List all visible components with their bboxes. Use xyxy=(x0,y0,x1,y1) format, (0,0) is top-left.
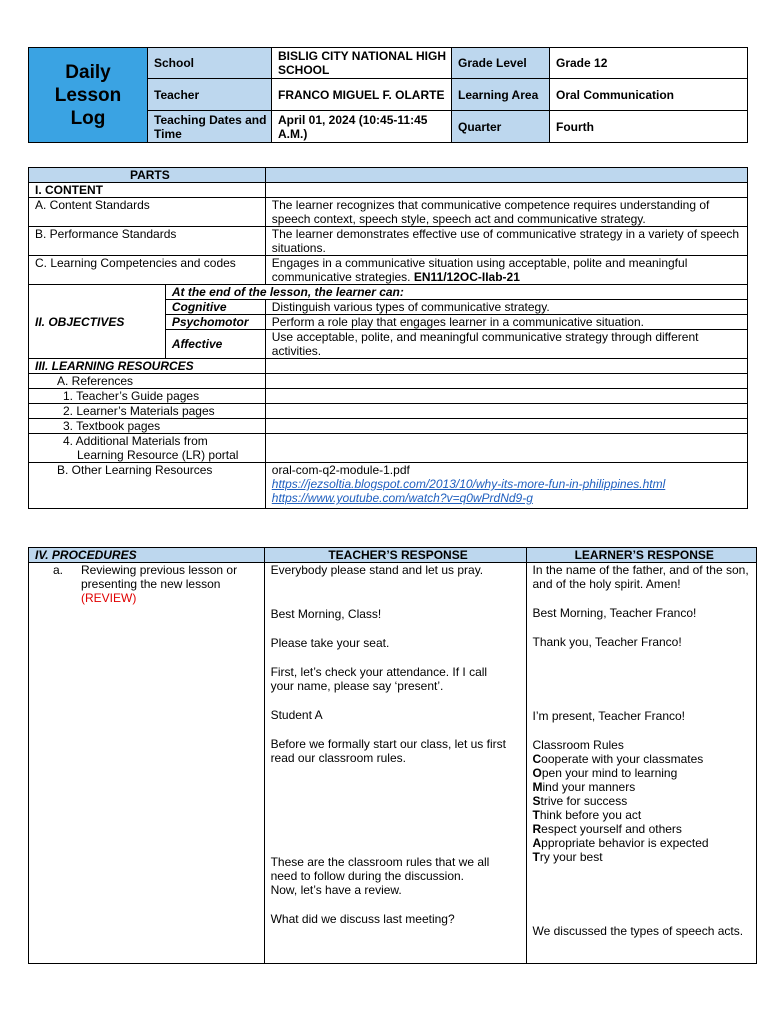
teacher-line: Student A xyxy=(270,708,323,722)
teaching-dates-value: April 01, 2024 (10:45-11:45 A.M.) xyxy=(272,111,452,143)
classroom-rule: Try your best xyxy=(532,850,603,864)
school-value: BISLIG CITY NATIONAL HIGH SCHOOL xyxy=(272,48,452,79)
teacher-response-cell xyxy=(264,563,526,964)
review-tag: (REVIEW) xyxy=(81,591,137,605)
learning-area-label: Learning Area xyxy=(452,79,550,111)
objectives-intro: At the end of the lesson, the learner can: xyxy=(165,285,747,300)
teacher-line: Now, let’s have a review. xyxy=(270,883,402,897)
procedures-table xyxy=(28,547,757,964)
teacher-line: Everybody please stand and let us pray. xyxy=(270,563,484,577)
other-resources-cell xyxy=(265,463,747,509)
classroom-rule: Respect yourself and others xyxy=(532,822,682,836)
classroom-rules-title: Classroom Rules xyxy=(532,738,624,752)
teacher-line: What did we discuss last meeting? xyxy=(270,912,455,926)
grade-level-label: Grade Level xyxy=(452,48,550,79)
quarter-value: Fourth xyxy=(550,111,748,143)
parts-header: PARTS xyxy=(29,168,266,183)
content-header: I. CONTENT xyxy=(29,183,266,198)
learner-response-header: LEARNER’S RESPONSE xyxy=(526,548,757,563)
teacher-line: Please take your seat. xyxy=(270,636,390,650)
performance-standards-label: B. Performance Standards xyxy=(29,227,266,256)
classroom-rule: Think before you act xyxy=(532,808,642,822)
module-file-name: oral-com-q2-module-1.pdf xyxy=(271,463,410,477)
classroom-rule: Appropriate behavior is expected xyxy=(532,836,709,850)
learner-line: Thank you, Teacher Franco! xyxy=(532,635,682,649)
competencies-label: C. Learning Competencies and codes xyxy=(29,256,266,285)
learning-area-value: Oral Communication xyxy=(550,79,748,111)
classroom-rule: Mind your manners xyxy=(532,780,636,794)
teacher-line: These are the classroom rules that we all need to follow during the discussion. xyxy=(270,855,490,883)
teacher-label: Teacher xyxy=(148,79,272,111)
teacher-line: Before we formally start our class, let us first read our classroom rules. xyxy=(270,737,506,765)
additional-materials-label: 4. Additional Materials from Learning Resource (LR) portal xyxy=(29,434,266,463)
learners-materials-label: 2. Learner’s Materials pages xyxy=(29,404,266,419)
parts-header-blank xyxy=(265,168,747,183)
blog-link[interactable]: https://jezsoltia.blogspot.com/2013/10/why-its-more-fun-in-philippines.html xyxy=(271,477,666,491)
quarter-label: Quarter xyxy=(452,111,550,143)
step-a-label: Reviewing previous lesson or presenting the new lesson xyxy=(81,563,238,591)
classroom-rule: Cooperate with your classmates xyxy=(532,752,704,766)
content-standards-label: A. Content Standards xyxy=(29,198,266,227)
procedures-header: IV. PROCEDURES xyxy=(29,548,265,563)
competencies-cell xyxy=(265,256,747,285)
objectives-label: II. OBJECTIVES xyxy=(29,285,166,359)
competencies-code: EN11/12OC-IIab-21 xyxy=(413,270,520,284)
learner-line: We discussed the types of speech acts. xyxy=(532,924,744,938)
school-label: School xyxy=(148,48,272,79)
references-label: A. References xyxy=(29,374,266,389)
parts-table xyxy=(28,167,748,509)
daily-lesson-log-title: Daily Lesson Log xyxy=(29,48,148,143)
classroom-rule: Strive for success xyxy=(532,794,628,808)
learner-line: In the name of the father, and of the son, and of the holy spirit. Amen! xyxy=(532,563,749,591)
youtube-link[interactable]: https://www.youtube.com/watch?v=q0wPrdNd9-g xyxy=(271,491,533,505)
header-table xyxy=(28,47,748,143)
learner-response-cell xyxy=(526,563,757,964)
cognitive-label: Cognitive xyxy=(165,300,265,315)
other-resources-label: B. Other Learning Resources xyxy=(29,463,266,509)
affective-label: Affective xyxy=(165,330,265,359)
learner-line: I’m present, Teacher Franco! xyxy=(532,709,686,723)
classroom-rule: Open your mind to learning xyxy=(532,766,678,780)
step-a-marker: a. xyxy=(53,563,64,577)
teacher-value: FRANCO MIGUEL F. OLARTE xyxy=(272,79,452,111)
affective-text: Use acceptable, polite, and meaningful communicative strategy through different activities. xyxy=(265,330,747,359)
teacher-response-header: TEACHER’S RESPONSE xyxy=(264,548,526,563)
psychomotor-text: Perform a role play that engages learner in a communicative situation. xyxy=(265,315,747,330)
teaching-dates-label: Teaching Dates and Time xyxy=(148,111,272,143)
grade-level-value: Grade 12 xyxy=(550,48,748,79)
teacher-line: First, let’s check your attendance. If I call your name, please say ‘present’. xyxy=(270,665,488,693)
learning-resources-label: III. LEARNING RESOURCES xyxy=(29,359,266,374)
psychomotor-label: Psychomotor xyxy=(165,315,265,330)
step-a-cell xyxy=(29,563,265,964)
competencies-text: Engages in a communicative situation using acceptable, polite and meaningful communicative strategies. xyxy=(271,256,688,284)
textbook-label: 3. Textbook pages xyxy=(29,419,266,434)
cognitive-text: Distinguish various types of communicative strategy. xyxy=(265,300,747,315)
learner-line: Best Morning, Teacher Franco! xyxy=(532,606,697,620)
teachers-guide-label: 1. Teacher’s Guide pages xyxy=(29,389,266,404)
teacher-line: Best Morning, Class! xyxy=(270,607,382,621)
performance-standards-text: The learner demonstrates effective use of communicative strategy in a variety of speech situations. xyxy=(265,227,747,256)
content-standards-text: The learner recognizes that communicative competence requires understanding of speech context, speech style, speech act and communicative strategy. xyxy=(265,198,747,227)
